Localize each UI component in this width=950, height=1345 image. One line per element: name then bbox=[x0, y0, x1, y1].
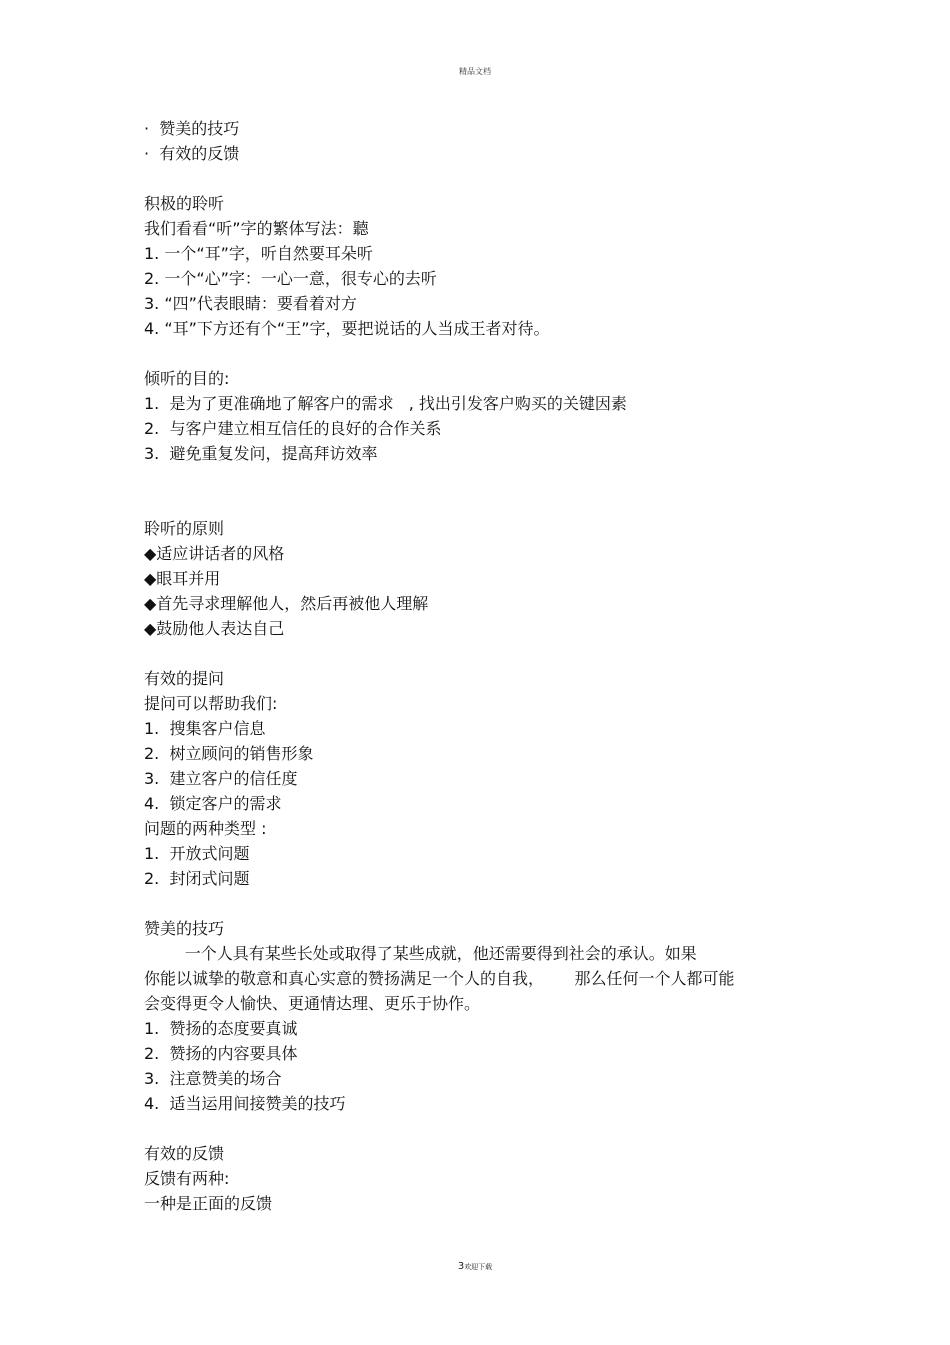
text-line: 倾听的目的: bbox=[144, 369, 230, 388]
text-line: 一种是正面的反馈 bbox=[144, 1194, 273, 1213]
text-line: ◆眼耳并用 bbox=[144, 569, 221, 588]
text-line: ◆适应讲话者的风格 bbox=[144, 544, 285, 563]
text-line: 1. 开放式问题 bbox=[144, 844, 250, 863]
text-line: 1. 是为了更准确地了解客户的需求 , 找出引发客户购买的关键因素 bbox=[144, 394, 627, 413]
text-line: 问题的两种类型 : bbox=[144, 819, 267, 838]
text-line: 有效的提问 bbox=[144, 669, 225, 688]
text-line: 2. 封闭式问题 bbox=[144, 869, 250, 888]
text-line: 你能以诚挚的敬意和真心实意的赞扬满足一个人的自我， 那么任何一个人都可能 bbox=[144, 969, 735, 988]
text-line: 反馈有两种: bbox=[144, 1169, 230, 1188]
text-line: 3. “四”代表眼睛：要看着对方 bbox=[144, 294, 357, 313]
text-line: 3. 注意赞美的场合 bbox=[144, 1069, 282, 1088]
text-line: · 赞美的技巧 bbox=[144, 119, 240, 138]
text-line: 2. 赞扬的内容要具体 bbox=[144, 1044, 298, 1063]
text-line: 3. 建立客户的信任度 bbox=[144, 769, 298, 788]
page-number: 3 bbox=[457, 1261, 465, 1272]
text-line: 聆听的原则 bbox=[144, 519, 225, 538]
text-line: 会变得更令人愉快、更通情达理、更乐于协作。 bbox=[144, 994, 481, 1013]
text-line: 2. 树立顾问的销售形象 bbox=[144, 744, 314, 763]
text-line: 2. 与客户建立相互信任的良好的合作关系 bbox=[144, 419, 442, 438]
text-line: 赞美的技巧 bbox=[144, 919, 225, 938]
text-line: 1. 赞扬的态度要真诚 bbox=[144, 1019, 298, 1038]
text-line: 我们看看“听”字的繁体写法：聽 bbox=[144, 219, 369, 238]
text-line: 4. 适当运用间接赞美的技巧 bbox=[144, 1094, 346, 1113]
text-line: 有效的反馈 bbox=[144, 1144, 225, 1163]
text-line: · 有效的反馈 bbox=[144, 144, 240, 163]
text-line: ◆鼓励他人表达自己 bbox=[144, 619, 285, 638]
page-header: 精品文档 bbox=[459, 67, 491, 76]
text-line: 1. 一个“耳”字，听自然要耳朵听 bbox=[144, 244, 373, 263]
text-line: ◆首先寻求理解他人，然后再被他人理解 bbox=[144, 594, 429, 613]
text-line: 一个人具有某些长处或取得了某些成就，他还需要得到社会的承认。如果 bbox=[144, 944, 697, 963]
footer-text: 欢迎下载 bbox=[464, 1263, 493, 1271]
text-line: 积极的聆听 bbox=[144, 194, 225, 213]
text-line: 2. 一个“心”字：一心一意，很专心的去听 bbox=[144, 269, 437, 288]
text-line: 3. 避免重复发问，提高拜访效率 bbox=[144, 444, 378, 463]
text-line: 提问可以帮助我们: bbox=[144, 694, 278, 713]
text-line: 4. 锁定客户的需求 bbox=[144, 794, 282, 813]
text-line: 4. “耳”下方还有个“王”字，要把说话的人当成王者对待。 bbox=[144, 319, 550, 338]
page-footer bbox=[0, 1261, 950, 1272]
text-line: 1. 搜集客户信息 bbox=[144, 719, 266, 738]
